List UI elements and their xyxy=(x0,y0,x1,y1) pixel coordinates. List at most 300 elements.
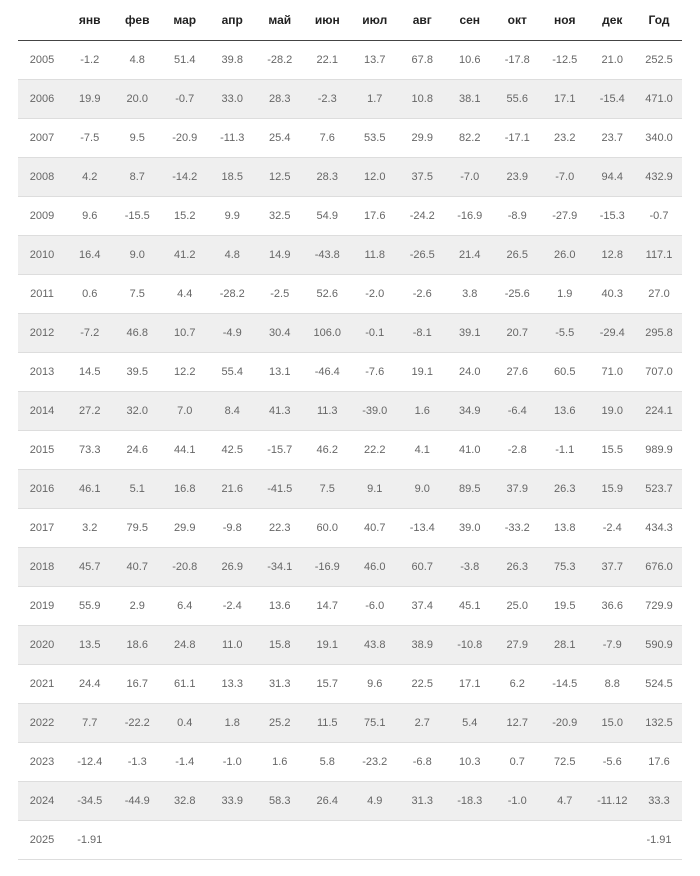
cell-month-value: -1.4 xyxy=(161,743,209,782)
cell-year-total: 524.5 xyxy=(636,665,682,704)
cell-month-value: 44.1 xyxy=(161,431,209,470)
cell-month-value: 5.8 xyxy=(304,743,352,782)
cell-month-value: 13.8 xyxy=(541,509,589,548)
table-row xyxy=(18,41,682,80)
cell-month-value: -20.9 xyxy=(541,704,589,743)
column-header-month: сен xyxy=(446,0,494,41)
cell-month-value: 82.2 xyxy=(446,119,494,158)
cell-month-value: 55.6 xyxy=(494,80,542,119)
cell-year-total: 729.9 xyxy=(636,587,682,626)
cell-month-value: 14.9 xyxy=(256,236,304,275)
cell-month-value: 11.3 xyxy=(304,392,352,431)
annual-returns-table xyxy=(18,0,682,860)
cell-month-value: 41.0 xyxy=(446,431,494,470)
cell-month-value: 45.1 xyxy=(446,587,494,626)
cell-month-value: 36.6 xyxy=(589,587,637,626)
cell-month-value: -29.4 xyxy=(589,314,637,353)
cell-month-value: 94.4 xyxy=(589,158,637,197)
cell-month-value: -46.4 xyxy=(304,353,352,392)
cell-month-value: -7.9 xyxy=(589,626,637,665)
cell-month-value: -2.3 xyxy=(304,80,352,119)
cell-month-value: -16.9 xyxy=(304,548,352,587)
table-row xyxy=(18,626,682,665)
cell-month-value: 11.8 xyxy=(351,236,399,275)
cell-month-value: 22.2 xyxy=(351,431,399,470)
cell-month-value: -7.6 xyxy=(351,353,399,392)
cell-month-value: 72.5 xyxy=(541,743,589,782)
cell-month-value: 5.1 xyxy=(114,470,162,509)
cell-month-value: 20.0 xyxy=(114,80,162,119)
cell-month-value: 38.9 xyxy=(399,626,447,665)
cell-month-value: -13.4 xyxy=(399,509,447,548)
cell-month-value: 32.8 xyxy=(161,782,209,821)
cell-month-value: 25.2 xyxy=(256,704,304,743)
cell-month-value: 9.9 xyxy=(209,197,257,236)
cell-month-value: 27.6 xyxy=(494,353,542,392)
cell-month-value: 7.5 xyxy=(114,275,162,314)
table-row xyxy=(18,509,682,548)
cell-month-value: 37.9 xyxy=(494,470,542,509)
cell-month-value: 15.2 xyxy=(161,197,209,236)
cell-year: 2018 xyxy=(18,548,66,587)
cell-year: 2014 xyxy=(18,392,66,431)
cell-month-value: 0.7 xyxy=(494,743,542,782)
table-row xyxy=(18,782,682,821)
cell-month-value: -6.4 xyxy=(494,392,542,431)
cell-month-value: 46.1 xyxy=(66,470,114,509)
cell-month-value: 24.8 xyxy=(161,626,209,665)
cell-month-value: 6.4 xyxy=(161,587,209,626)
cell-month-value: 37.7 xyxy=(589,548,637,587)
cell-month-value: 60.7 xyxy=(399,548,447,587)
cell-month-value: 39.5 xyxy=(114,353,162,392)
cell-month-value: 26.0 xyxy=(541,236,589,275)
cell-year: 2013 xyxy=(18,353,66,392)
cell-month-value: 20.7 xyxy=(494,314,542,353)
cell-month-value: 41.3 xyxy=(256,392,304,431)
cell-month-value: 52.6 xyxy=(304,275,352,314)
cell-month-value xyxy=(209,821,257,860)
cell-month-value: 12.2 xyxy=(161,353,209,392)
cell-month-value: 31.3 xyxy=(399,782,447,821)
cell-month-value: -15.7 xyxy=(256,431,304,470)
cell-month-value: -43.8 xyxy=(304,236,352,275)
cell-year-total: 17.6 xyxy=(636,743,682,782)
cell-month-value: -15.4 xyxy=(589,80,637,119)
cell-month-value: 71.0 xyxy=(589,353,637,392)
cell-month-value: 4.9 xyxy=(351,782,399,821)
cell-month-value: 34.9 xyxy=(446,392,494,431)
cell-month-value: -15.5 xyxy=(114,197,162,236)
cell-month-value: 32.5 xyxy=(256,197,304,236)
cell-month-value: 21.0 xyxy=(589,41,637,80)
cell-month-value: -20.8 xyxy=(161,548,209,587)
cell-month-value: 10.3 xyxy=(446,743,494,782)
cell-year: 2017 xyxy=(18,509,66,548)
table-row xyxy=(18,392,682,431)
cell-month-value: 5.4 xyxy=(446,704,494,743)
cell-month-value: 4.8 xyxy=(209,236,257,275)
cell-month-value: 43.8 xyxy=(351,626,399,665)
table-row xyxy=(18,704,682,743)
cell-month-value: 23.9 xyxy=(494,158,542,197)
cell-month-value: 75.3 xyxy=(541,548,589,587)
cell-month-value: -2.4 xyxy=(589,509,637,548)
cell-month-value: -1.91 xyxy=(66,821,114,860)
cell-month-value: 31.3 xyxy=(256,665,304,704)
cell-month-value: 17.1 xyxy=(541,80,589,119)
cell-month-value: 11.0 xyxy=(209,626,257,665)
cell-month-value: 106.0 xyxy=(304,314,352,353)
cell-month-value: 7.0 xyxy=(161,392,209,431)
cell-month-value: 1.6 xyxy=(256,743,304,782)
cell-month-value: 4.4 xyxy=(161,275,209,314)
cell-year-total: 676.0 xyxy=(636,548,682,587)
cell-month-value: 53.5 xyxy=(351,119,399,158)
cell-year: 2021 xyxy=(18,665,66,704)
cell-month-value: 29.9 xyxy=(399,119,447,158)
table-row xyxy=(18,236,682,275)
cell-month-value: 17.6 xyxy=(351,197,399,236)
cell-month-value xyxy=(541,821,589,860)
cell-month-value: -1.1 xyxy=(541,431,589,470)
cell-month-value: 1.7 xyxy=(351,80,399,119)
cell-month-value: -34.5 xyxy=(66,782,114,821)
cell-month-value: -7.0 xyxy=(446,158,494,197)
cell-month-value: 24.6 xyxy=(114,431,162,470)
cell-month-value: 60.5 xyxy=(541,353,589,392)
cell-month-value: 29.9 xyxy=(161,509,209,548)
cell-month-value: -28.2 xyxy=(256,41,304,80)
cell-month-value: 10.6 xyxy=(446,41,494,80)
cell-month-value: 4.1 xyxy=(399,431,447,470)
cell-month-value: 14.5 xyxy=(66,353,114,392)
cell-month-value: 22.1 xyxy=(304,41,352,80)
cell-month-value: 17.1 xyxy=(446,665,494,704)
cell-month-value: 37.4 xyxy=(399,587,447,626)
cell-month-value: -17.8 xyxy=(494,41,542,80)
column-header-total: Год xyxy=(636,0,682,41)
cell-month-value: 18.6 xyxy=(114,626,162,665)
cell-month-value: 10.7 xyxy=(161,314,209,353)
cell-month-value: -16.9 xyxy=(446,197,494,236)
cell-month-value: 23.7 xyxy=(589,119,637,158)
cell-year-total: 295.8 xyxy=(636,314,682,353)
cell-month-value: 28.3 xyxy=(304,158,352,197)
table-row xyxy=(18,158,682,197)
cell-month-value: -14.2 xyxy=(161,158,209,197)
cell-month-value xyxy=(114,821,162,860)
cell-month-value: 89.5 xyxy=(446,470,494,509)
cell-month-value: 25.0 xyxy=(494,587,542,626)
cell-month-value: 26.3 xyxy=(494,548,542,587)
column-header-month: авг xyxy=(399,0,447,41)
cell-month-value: 24.4 xyxy=(66,665,114,704)
cell-year-total: 432.9 xyxy=(636,158,682,197)
cell-month-value: 15.7 xyxy=(304,665,352,704)
cell-month-value: -2.4 xyxy=(209,587,257,626)
cell-year: 2011 xyxy=(18,275,66,314)
column-header-month: янв xyxy=(66,0,114,41)
cell-month-value: -7.0 xyxy=(541,158,589,197)
cell-month-value: -3.8 xyxy=(446,548,494,587)
cell-month-value: -28.2 xyxy=(209,275,257,314)
cell-month-value: -1.2 xyxy=(66,41,114,80)
cell-month-value: -22.2 xyxy=(114,704,162,743)
cell-month-value: 33.0 xyxy=(209,80,257,119)
column-header-month: июл xyxy=(351,0,399,41)
cell-month-value: 3.8 xyxy=(446,275,494,314)
cell-month-value xyxy=(446,821,494,860)
cell-month-value: -2.5 xyxy=(256,275,304,314)
table-row xyxy=(18,353,682,392)
cell-year-total: 33.3 xyxy=(636,782,682,821)
cell-month-value: -4.9 xyxy=(209,314,257,353)
cell-month-value: 9.0 xyxy=(399,470,447,509)
cell-month-value: 12.8 xyxy=(589,236,637,275)
cell-year-total: 252.5 xyxy=(636,41,682,80)
cell-month-value: 55.9 xyxy=(66,587,114,626)
cell-year: 2007 xyxy=(18,119,66,158)
cell-month-value: 7.7 xyxy=(66,704,114,743)
cell-month-value: 32.0 xyxy=(114,392,162,431)
column-header-month: мар xyxy=(161,0,209,41)
cell-month-value: 10.8 xyxy=(399,80,447,119)
column-header-month: апр xyxy=(209,0,257,41)
cell-month-value: 33.9 xyxy=(209,782,257,821)
table-row xyxy=(18,743,682,782)
cell-month-value: 8.4 xyxy=(209,392,257,431)
cell-month-value: 3.2 xyxy=(66,509,114,548)
cell-year-total: 224.1 xyxy=(636,392,682,431)
cell-month-value: -5.6 xyxy=(589,743,637,782)
cell-year: 2008 xyxy=(18,158,66,197)
cell-month-value: 9.1 xyxy=(351,470,399,509)
cell-month-value: 12.5 xyxy=(256,158,304,197)
cell-month-value: 0.6 xyxy=(66,275,114,314)
table-row xyxy=(18,119,682,158)
cell-year-total: 707.0 xyxy=(636,353,682,392)
cell-month-value: 58.3 xyxy=(256,782,304,821)
cell-month-value xyxy=(304,821,352,860)
cell-month-value: -24.2 xyxy=(399,197,447,236)
cell-year-total: 132.5 xyxy=(636,704,682,743)
column-header-month: май xyxy=(256,0,304,41)
cell-year: 2016 xyxy=(18,470,66,509)
cell-month-value: 15.9 xyxy=(589,470,637,509)
column-header-month: июн xyxy=(304,0,352,41)
cell-month-value: -7.2 xyxy=(66,314,114,353)
cell-month-value: 67.8 xyxy=(399,41,447,80)
cell-month-value: -6.8 xyxy=(399,743,447,782)
cell-month-value xyxy=(494,821,542,860)
cell-month-value: 13.7 xyxy=(351,41,399,80)
cell-month-value: 38.1 xyxy=(446,80,494,119)
cell-month-value: 12.7 xyxy=(494,704,542,743)
cell-month-value: 12.0 xyxy=(351,158,399,197)
table-row xyxy=(18,821,682,860)
cell-month-value: 28.1 xyxy=(541,626,589,665)
cell-year: 2006 xyxy=(18,80,66,119)
table-row xyxy=(18,587,682,626)
cell-month-value: -15.3 xyxy=(589,197,637,236)
cell-month-value: -26.5 xyxy=(399,236,447,275)
cell-month-value: -12.4 xyxy=(66,743,114,782)
cell-month-value xyxy=(161,821,209,860)
cell-month-value: 22.5 xyxy=(399,665,447,704)
column-header-month: окт xyxy=(494,0,542,41)
cell-month-value: -11.12 xyxy=(589,782,637,821)
cell-month-value: 16.7 xyxy=(114,665,162,704)
cell-month-value: 39.1 xyxy=(446,314,494,353)
cell-month-value: 1.6 xyxy=(399,392,447,431)
table-header xyxy=(18,0,682,41)
cell-month-value: -12.5 xyxy=(541,41,589,80)
cell-month-value: -23.2 xyxy=(351,743,399,782)
cell-month-value: 79.5 xyxy=(114,509,162,548)
cell-month-value: -2.6 xyxy=(399,275,447,314)
table-body xyxy=(18,41,682,860)
header-row xyxy=(18,0,682,41)
cell-month-value: 27.9 xyxy=(494,626,542,665)
cell-month-value: 21.4 xyxy=(446,236,494,275)
cell-month-value: -33.2 xyxy=(494,509,542,548)
cell-month-value: -0.1 xyxy=(351,314,399,353)
cell-year: 2010 xyxy=(18,236,66,275)
cell-year: 2025 xyxy=(18,821,66,860)
cell-year: 2022 xyxy=(18,704,66,743)
table-row xyxy=(18,548,682,587)
cell-month-value: 11.5 xyxy=(304,704,352,743)
column-header-year xyxy=(18,0,66,41)
cell-month-value: 15.5 xyxy=(589,431,637,470)
cell-month-value: 0.4 xyxy=(161,704,209,743)
cell-month-value: 46.2 xyxy=(304,431,352,470)
column-header-month: фев xyxy=(114,0,162,41)
cell-month-value: -7.5 xyxy=(66,119,114,158)
column-header-month: дек xyxy=(589,0,637,41)
cell-year: 2015 xyxy=(18,431,66,470)
cell-month-value: -9.8 xyxy=(209,509,257,548)
cell-month-value: 9.0 xyxy=(114,236,162,275)
cell-month-value: 19.1 xyxy=(304,626,352,665)
cell-month-value: -27.9 xyxy=(541,197,589,236)
cell-month-value: 13.6 xyxy=(541,392,589,431)
cell-year: 2005 xyxy=(18,41,66,80)
cell-month-value: -1.3 xyxy=(114,743,162,782)
cell-month-value: 30.4 xyxy=(256,314,304,353)
cell-month-value: 7.6 xyxy=(304,119,352,158)
cell-month-value: 2.7 xyxy=(399,704,447,743)
cell-month-value: 26.5 xyxy=(494,236,542,275)
cell-month-value: -41.5 xyxy=(256,470,304,509)
table-row xyxy=(18,470,682,509)
cell-month-value: 24.0 xyxy=(446,353,494,392)
cell-year-total: -0.7 xyxy=(636,197,682,236)
cell-month-value: 27.2 xyxy=(66,392,114,431)
cell-month-value: 46.0 xyxy=(351,548,399,587)
cell-month-value: -2.8 xyxy=(494,431,542,470)
annual-returns-table-container xyxy=(18,0,682,860)
cell-month-value xyxy=(256,821,304,860)
cell-month-value: 19.1 xyxy=(399,353,447,392)
table-row xyxy=(18,275,682,314)
cell-month-value: 28.3 xyxy=(256,80,304,119)
cell-month-value: 40.7 xyxy=(351,509,399,548)
cell-month-value: 26.3 xyxy=(541,470,589,509)
cell-month-value: -0.7 xyxy=(161,80,209,119)
cell-month-value: 60.0 xyxy=(304,509,352,548)
cell-year: 2023 xyxy=(18,743,66,782)
cell-month-value: 8.8 xyxy=(589,665,637,704)
cell-month-value: 51.4 xyxy=(161,41,209,80)
cell-year-total: -1.91 xyxy=(636,821,682,860)
cell-month-value: -44.9 xyxy=(114,782,162,821)
column-header-month: ноя xyxy=(541,0,589,41)
cell-month-value: -17.1 xyxy=(494,119,542,158)
cell-month-value: 39.0 xyxy=(446,509,494,548)
cell-month-value: 4.8 xyxy=(114,41,162,80)
cell-month-value: 9.6 xyxy=(66,197,114,236)
cell-month-value: -14.5 xyxy=(541,665,589,704)
cell-month-value: 19.9 xyxy=(66,80,114,119)
cell-month-value: 4.7 xyxy=(541,782,589,821)
cell-year-total: 471.0 xyxy=(636,80,682,119)
cell-month-value: 26.4 xyxy=(304,782,352,821)
cell-month-value: 9.6 xyxy=(351,665,399,704)
cell-month-value: 6.2 xyxy=(494,665,542,704)
cell-month-value: 14.7 xyxy=(304,587,352,626)
cell-month-value: 75.1 xyxy=(351,704,399,743)
cell-month-value: 9.5 xyxy=(114,119,162,158)
cell-month-value: 41.2 xyxy=(161,236,209,275)
cell-month-value: 26.9 xyxy=(209,548,257,587)
cell-month-value: 21.6 xyxy=(209,470,257,509)
table-row xyxy=(18,431,682,470)
cell-month-value: 4.2 xyxy=(66,158,114,197)
cell-month-value: 13.3 xyxy=(209,665,257,704)
cell-month-value: -6.0 xyxy=(351,587,399,626)
cell-month-value: 15.8 xyxy=(256,626,304,665)
cell-month-value: 8.7 xyxy=(114,158,162,197)
cell-month-value: 7.5 xyxy=(304,470,352,509)
cell-month-value: 19.5 xyxy=(541,587,589,626)
cell-year-total: 340.0 xyxy=(636,119,682,158)
table-row xyxy=(18,80,682,119)
cell-month-value: 23.2 xyxy=(541,119,589,158)
cell-year: 2009 xyxy=(18,197,66,236)
cell-month-value: -10.8 xyxy=(446,626,494,665)
cell-month-value: -8.1 xyxy=(399,314,447,353)
cell-month-value: 42.5 xyxy=(209,431,257,470)
cell-month-value: 18.5 xyxy=(209,158,257,197)
cell-month-value: -25.6 xyxy=(494,275,542,314)
cell-year-total: 590.9 xyxy=(636,626,682,665)
cell-month-value: 16.4 xyxy=(66,236,114,275)
cell-month-value: 22.3 xyxy=(256,509,304,548)
cell-year-total: 117.1 xyxy=(636,236,682,275)
cell-month-value: 54.9 xyxy=(304,197,352,236)
cell-month-value xyxy=(399,821,447,860)
table-row xyxy=(18,314,682,353)
cell-month-value: -20.9 xyxy=(161,119,209,158)
cell-month-value: 39.8 xyxy=(209,41,257,80)
cell-month-value xyxy=(589,821,637,860)
cell-month-value: 13.5 xyxy=(66,626,114,665)
cell-month-value: 13.6 xyxy=(256,587,304,626)
cell-month-value: 45.7 xyxy=(66,548,114,587)
cell-month-value: 13.1 xyxy=(256,353,304,392)
